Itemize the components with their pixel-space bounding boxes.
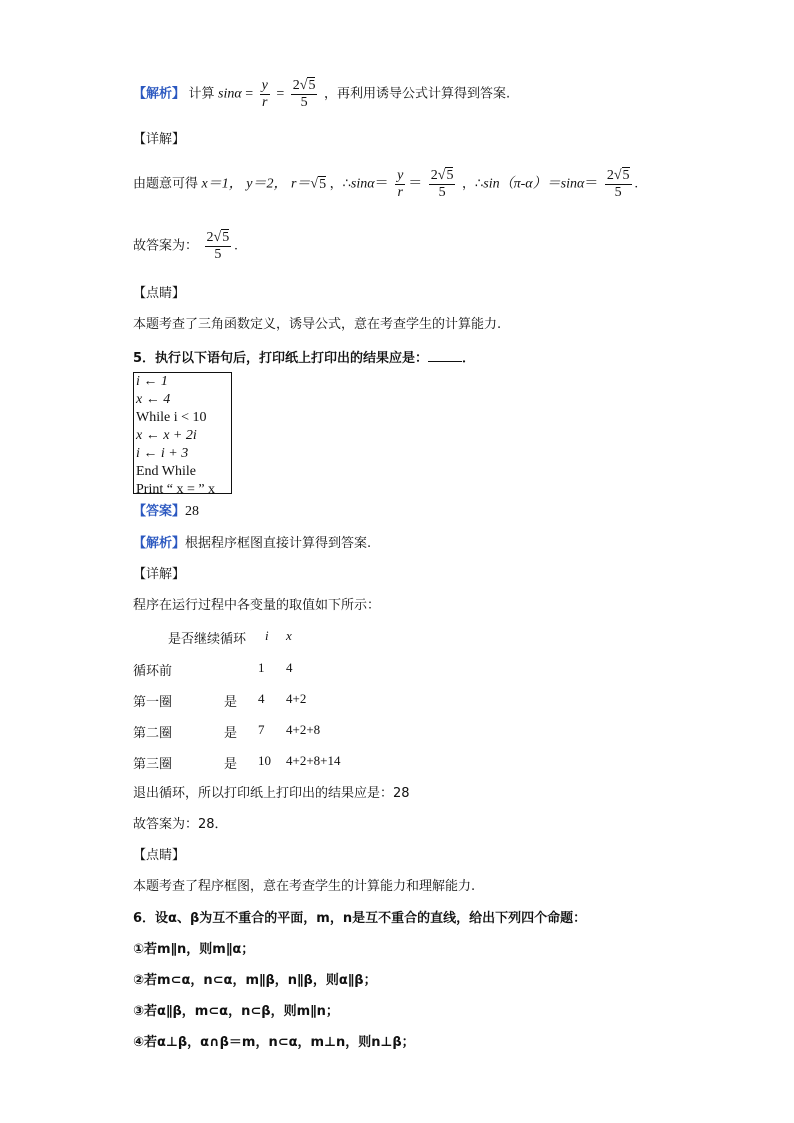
code-line: Print “ x = ” x: [136, 482, 216, 497]
code-line: x ← 4: [136, 392, 171, 407]
proposition-1: ①若m∥n，则m∥α；: [133, 942, 255, 957]
detail-line-1: 由题意可得 x＝1， y＝2， r＝√5 ，∴sinα＝ $\frac{y}{r}$ ＝ $\frac{2√5}{5}$ ，∴sin（π-α）＝sinα＝ $\frac{2√5}{5}$ .: [133, 168, 638, 200]
question-6-title: 6．设α、β为互不重合的平面，m，n是互不重合的直线，给出下列四个命题：: [133, 911, 587, 926]
comment-heading-1: 【点睛】: [133, 286, 186, 301]
code-line: i ← 1: [136, 374, 168, 389]
proposition-3: ③若α∥β，m⊂α，n⊂β，则m∥n；: [133, 1004, 339, 1019]
code-box: [133, 372, 232, 497]
answer-line-1: 故答案为： $\frac{2√5}{5}$ .: [133, 230, 238, 262]
fraction-y-over-r-2: $\frac{y}{r}$: [397, 168, 404, 200]
fraction-2sqrt5-over-5: $\frac{2√5}{5}$: [292, 78, 316, 110]
comment-text-5: 本题考查了程序框图，意在考查学生的计算能力和理解能力.: [133, 879, 476, 894]
fraction-2sqrt5-over-5-2: $\frac{2√5}{5}$: [430, 168, 454, 200]
final-answer-5: 故答案为：28．: [133, 817, 228, 832]
fraction-y-over-r: $\frac{y}{r}$: [261, 78, 268, 110]
answer-line-5: 【答案】28: [133, 504, 200, 519]
code-line: x ← x + 2i: [136, 428, 197, 443]
fraction-answer: $\frac{2√5}{5}$: [206, 230, 230, 262]
detail-intro-5: 程序在运行过程中各变量的取值如下所示：: [133, 598, 381, 613]
detail-heading-5: 【详解】: [133, 567, 186, 582]
table-header-i: i: [265, 628, 269, 643]
code-line: End While: [136, 464, 197, 479]
table-header-x: x: [286, 628, 292, 643]
proposition-2: ②若m⊂α，n⊂α，m∥β，n∥β，则α∥β；: [133, 973, 377, 988]
analysis-line-5: 【解析】根据程序框图直接计算得到答案.: [133, 536, 372, 551]
proposition-4: ④若α⊥β，α∩β＝m，n⊂α，m⊥n，则n⊥β；: [133, 1035, 415, 1050]
analysis-tag: 【解析】: [133, 86, 186, 102]
table-header-continue: 是否继续循环: [168, 632, 247, 647]
fraction-2sqrt5-over-5-3: $\frac{2√5}{5}$: [606, 168, 630, 200]
comment-heading-5: 【点睛】: [133, 848, 186, 863]
code-line: i ← i + 3: [136, 446, 189, 461]
question-5-title: 5．执行以下语句后，打印纸上打印出的结果应是： ．: [133, 351, 476, 366]
comment-text-1: 本题考查了三角函数定义，诱导公式，意在考查学生的计算能力.: [133, 317, 502, 332]
exit-text: 退出循环，所以打印纸上打印出的结果应是：28: [133, 786, 410, 801]
answer-blank: [428, 349, 462, 362]
analysis-line-1: 【解析】 计算 sinα = $\frac{y}{r}$ = $\frac{2√5}{5}$ ，再利用诱导公式计算得到答案.: [133, 78, 511, 110]
detail-heading-1: 【详解】: [133, 132, 186, 147]
code-line: While i < 10: [136, 410, 207, 425]
